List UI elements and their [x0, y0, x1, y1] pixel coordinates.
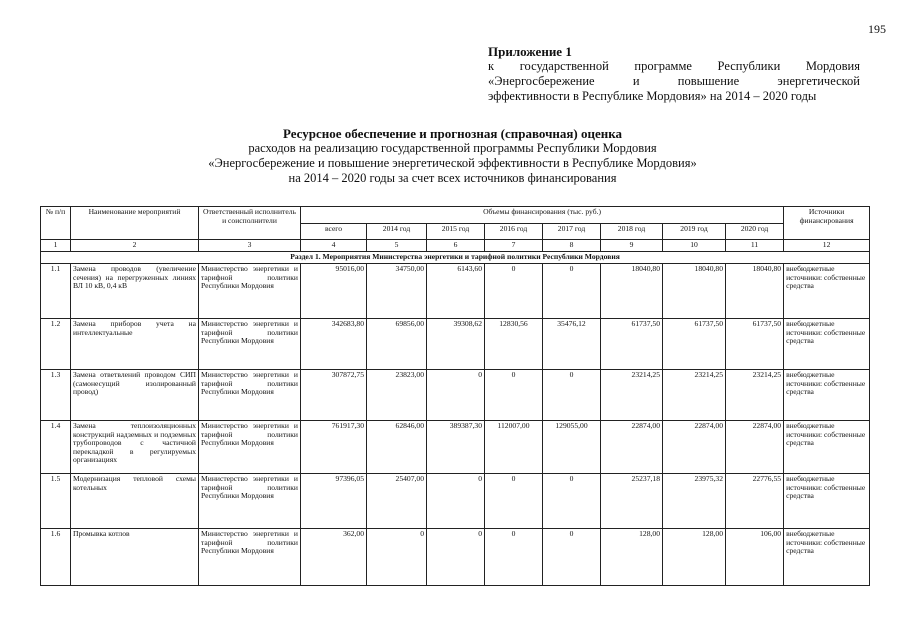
amount-2014: 34750,00: [367, 264, 427, 319]
amount-2016: 0: [485, 474, 543, 529]
amount-2020: 61737,50: [726, 319, 784, 370]
appendix-line: эффективности в Республике Мордовия» на 2014 – 2020 годы: [488, 89, 817, 103]
amount-2019: 18040,80: [663, 264, 726, 319]
amount-2018: 25237,18: [601, 474, 663, 529]
amount-2018: 61737,50: [601, 319, 663, 370]
amount-2017: 0: [543, 264, 601, 319]
header-year: 2016 год: [485, 223, 543, 240]
header-year: 2017 год: [543, 223, 601, 240]
table-row: [41, 370, 870, 421]
executor: Министерство энергетики и тарифной политики Республики Мордовия: [199, 529, 301, 586]
column-number: 8: [543, 240, 601, 252]
appendix-line: к государственной программе Республики Мордовия: [488, 59, 860, 73]
amount-2015: 0: [427, 529, 485, 586]
header-year: 2018 год: [601, 223, 663, 240]
amount-total: 362,00: [301, 529, 367, 586]
amount-2014: 62846,00: [367, 421, 427, 474]
header-sources: Источники финансирования: [784, 207, 870, 240]
row-number: 1.2: [41, 319, 71, 370]
header-executor: Ответственный исполнитель и соисполнители: [199, 207, 301, 240]
amount-2019: 23975,32: [663, 474, 726, 529]
amount-total: 307872,75: [301, 370, 367, 421]
row-number: 1.3: [41, 370, 71, 421]
funding-source: внебюджетные источники: собственные средства: [784, 319, 870, 370]
amount-2016: 0: [485, 529, 543, 586]
amount-2019: 23214,25: [663, 370, 726, 421]
funding-source: внебюджетные источники: собственные средства: [784, 421, 870, 474]
section-title: Раздел 1. Мероприятия Министерства энергетики и тарифной политики Республики Мордовия: [41, 252, 870, 264]
table-row: [41, 474, 870, 529]
executor: Министерство энергетики и тарифной политики Республики Мордовия: [199, 264, 301, 319]
heading-line: на 2014 – 2020 годы за счет всех источников финансирования: [288, 171, 617, 185]
column-number: 7: [485, 240, 543, 252]
amount-2019: 61737,50: [663, 319, 726, 370]
amount-2017: 129055,00: [543, 421, 601, 474]
header-year: 2019 год: [663, 223, 726, 240]
heading-line: «Энергосбережение и повышение энергетической эффективности в Республике Мордовия»: [208, 156, 697, 170]
amount-2020: 23214,25: [726, 370, 784, 421]
column-number: 3: [199, 240, 301, 252]
column-number: 11: [726, 240, 784, 252]
amount-2016: 0: [485, 264, 543, 319]
executor: Министерство энергетики и тарифной политики Республики Мордовия: [199, 319, 301, 370]
header-year: 2020 год: [726, 223, 784, 240]
amount-2018: 22874,00: [601, 421, 663, 474]
amount-2019: 128,00: [663, 529, 726, 586]
amount-total: 95016,00: [301, 264, 367, 319]
executor: Министерство энергетики и тарифной политики Республики Мордовия: [199, 421, 301, 474]
amount-2018: 18040,80: [601, 264, 663, 319]
document-heading: [0, 126, 905, 186]
executor: Министерство энергетики и тарифной политики Республики Мордовия: [199, 474, 301, 529]
measure-name: Замена приборов учета на интеллектуальные: [71, 319, 199, 370]
section-row: [41, 252, 870, 264]
amount-2015: 0: [427, 474, 485, 529]
header-name: Наименование мероприятий: [71, 207, 199, 240]
header-total: всего: [301, 223, 367, 240]
amount-2016: 112007,00: [485, 421, 543, 474]
funding-source: внебюджетные источники: собственные средства: [784, 370, 870, 421]
column-number: 1: [41, 240, 71, 252]
header-row: [41, 207, 870, 224]
amount-2014: 69856,00: [367, 319, 427, 370]
amount-2020: 18040,80: [726, 264, 784, 319]
measure-name: Промывка котлов: [71, 529, 199, 586]
row-number: 1.5: [41, 474, 71, 529]
appendix-block: [488, 44, 860, 104]
amount-2016: 12830,56: [485, 319, 543, 370]
heading-line: Ресурсное обеспечение и прогнозная (справочная) оценка: [282, 126, 623, 141]
funding-source: внебюджетные источники: собственные средства: [784, 474, 870, 529]
amount-2015: 39308,62: [427, 319, 485, 370]
column-number: 9: [601, 240, 663, 252]
amount-2014: 0: [367, 529, 427, 586]
executor: Министерство энергетики и тарифной политики Республики Мордовия: [199, 370, 301, 421]
row-number: 1.6: [41, 529, 71, 586]
column-number-row: [41, 240, 870, 252]
column-number: 2: [71, 240, 199, 252]
amount-2019: 22874,00: [663, 421, 726, 474]
row-number: 1.1: [41, 264, 71, 319]
amount-total: 97396,05: [301, 474, 367, 529]
appendix-title: Приложение 1: [488, 44, 572, 59]
table-row: [41, 529, 870, 586]
amount-2015: 0: [427, 370, 485, 421]
page-number: 195: [868, 22, 886, 36]
amount-2020: 22776,55: [726, 474, 784, 529]
amount-2017: 0: [543, 474, 601, 529]
amount-2014: 23823,00: [367, 370, 427, 421]
amount-2015: 6143,60: [427, 264, 485, 319]
header-volumes: Объемы финансирования (тыс. руб.): [301, 207, 784, 224]
column-number: 10: [663, 240, 726, 252]
table-row: [41, 264, 870, 319]
amount-2017: 0: [543, 529, 601, 586]
funding-source: внебюджетные источники: собственные средства: [784, 264, 870, 319]
amount-2014: 25407,00: [367, 474, 427, 529]
amount-2015: 389387,30: [427, 421, 485, 474]
amount-2017: 0: [543, 370, 601, 421]
column-number: 4: [301, 240, 367, 252]
column-number: 12: [784, 240, 870, 252]
amount-2020: 106,00: [726, 529, 784, 586]
funding-source: внебюджетные источники: собственные средства: [784, 529, 870, 586]
amount-2020: 22874,00: [726, 421, 784, 474]
amount-2017: 35476,12: [543, 319, 601, 370]
table-row: [41, 421, 870, 474]
table-row: [41, 319, 870, 370]
amount-2018: 128,00: [601, 529, 663, 586]
measure-name: Замена проводов (увеличение сечения) на перегруженных линиях ВЛ 10 кВ, 0,4 кВ: [71, 264, 199, 319]
appendix-line: «Энергосбережение и повышение энергетической: [488, 74, 860, 88]
column-number: 6: [427, 240, 485, 252]
heading-line: расходов на реализацию государственной программы Республики Мордовия: [248, 141, 657, 155]
measure-name: Замена ответвлений проводом СИП (самонесущий изолированный провод): [71, 370, 199, 421]
row-number: 1.4: [41, 421, 71, 474]
amount-2016: 0: [485, 370, 543, 421]
header-year: 2015 год: [427, 223, 485, 240]
column-number: 5: [367, 240, 427, 252]
header-year: 2014 год: [367, 223, 427, 240]
measure-name: Замена теплоизоляционных конструкций надземных и подземных трубопроводов с частичной перекладкой в регулируемых организациях: [71, 421, 199, 474]
measure-name: Модернизация тепловой схемы котельных: [71, 474, 199, 529]
amount-total: 761917,30: [301, 421, 367, 474]
header-num: № п/п: [41, 207, 71, 240]
funding-table: [40, 206, 870, 586]
amount-2018: 23214,25: [601, 370, 663, 421]
amount-total: 342683,80: [301, 319, 367, 370]
